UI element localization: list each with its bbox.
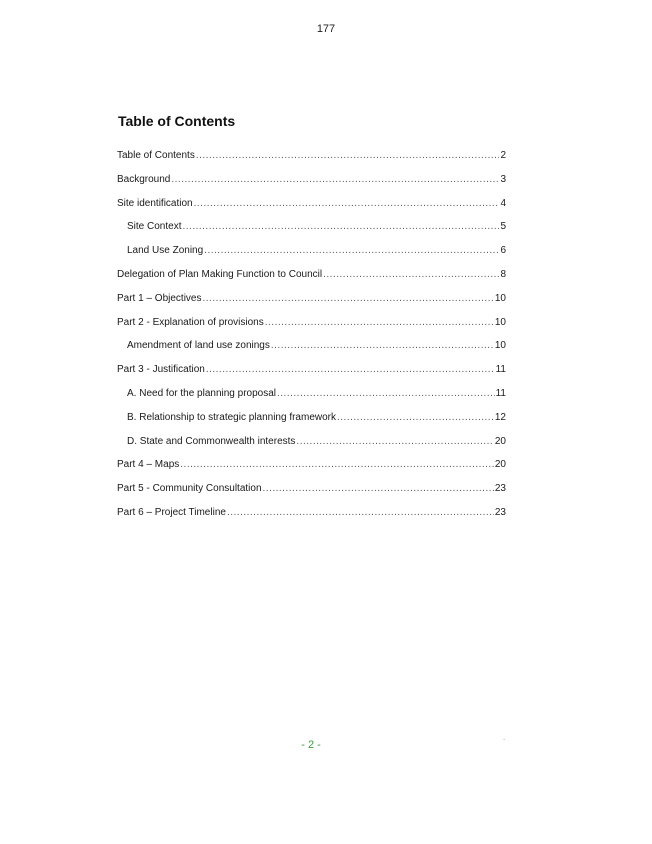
toc-entry-title: Delegation of Plan Making Function to Council xyxy=(117,268,323,280)
toc-entry-title: Site identification xyxy=(117,197,193,209)
toc-dot-leader xyxy=(265,317,494,328)
toc-entry-page: 20 xyxy=(494,435,506,447)
toc-entry-page: 2 xyxy=(500,150,506,161)
toc-entry[interactable] xyxy=(117,388,506,412)
toc-entry[interactable] xyxy=(117,150,506,174)
toc-entry[interactable] xyxy=(117,245,506,269)
toc-entry-page: 4 xyxy=(500,197,506,209)
toc-dot-leader xyxy=(263,483,494,494)
toc-entry-page: 12 xyxy=(494,411,506,423)
toc-entry-page: 10 xyxy=(494,340,506,352)
toc-entry-title: D. State and Commonwealth interests xyxy=(127,435,296,447)
toc-dot-leader xyxy=(337,412,494,423)
toc-entry-page: 23 xyxy=(494,483,506,495)
toc-dot-leader xyxy=(196,150,500,161)
toc-entry-title: Part 1 – Objectives xyxy=(117,292,202,304)
toc-dot-leader xyxy=(204,245,499,256)
footer-page-label: - 2 - xyxy=(301,739,321,751)
toc-entry-title: Part 5 - Community Consultation xyxy=(117,483,262,495)
toc-dot-leader xyxy=(323,269,499,280)
toc-entry-title: Part 3 - Justification xyxy=(117,364,205,376)
toc-entry-page: 23 xyxy=(494,506,506,518)
toc-dot-leader xyxy=(277,388,495,399)
toc-entry[interactable] xyxy=(117,459,506,483)
toc-entry-title: A. Need for the planning proposal xyxy=(127,387,276,399)
toc-dot-leader xyxy=(180,459,494,470)
toc-entry-title: Amendment of land use zonings xyxy=(127,340,270,352)
toc-dot-leader xyxy=(194,198,500,209)
toc-entry[interactable] xyxy=(117,364,506,388)
toc-entry-title: Part 4 – Maps xyxy=(117,459,180,471)
toc-entry[interactable] xyxy=(117,340,506,364)
toc-entry[interactable] xyxy=(117,221,506,245)
footer-mark: . xyxy=(503,733,506,742)
toc-list xyxy=(117,150,506,531)
toc-entry[interactable] xyxy=(117,317,506,341)
toc-entry[interactable] xyxy=(117,198,506,222)
toc-entry-page: 8 xyxy=(500,268,506,280)
toc-entry-page: 20 xyxy=(494,459,506,471)
toc-dot-leader xyxy=(227,507,494,518)
toc-entry-title: Part 6 – Project Timeline xyxy=(117,506,226,518)
toc-entry-title: Background xyxy=(117,173,171,185)
toc-entry[interactable] xyxy=(117,483,506,507)
toc-entry-title: B. Relationship to strategic planning framework xyxy=(127,411,336,423)
toc-dot-leader xyxy=(271,340,494,351)
toc-entry-page: 10 xyxy=(494,316,506,328)
toc-entry[interactable] xyxy=(117,174,506,198)
toc-entry-title: Site Context xyxy=(127,221,182,233)
toc-dot-leader xyxy=(206,364,495,375)
toc-entry-page: 3 xyxy=(500,173,506,185)
toc-entry-page: 6 xyxy=(500,245,506,257)
toc-dot-leader xyxy=(182,221,499,232)
toc-entry[interactable] xyxy=(117,436,506,460)
toc-entry-page: 11 xyxy=(495,364,506,376)
toc-dot-leader xyxy=(296,436,493,447)
toc-entry-title: Table of Contents xyxy=(117,150,195,161)
toc-entry-title: Land Use Zoning xyxy=(127,245,204,257)
toc-entry-page: 11 xyxy=(495,387,506,399)
toc-dot-leader xyxy=(202,293,493,304)
document-page-number: 177 xyxy=(316,23,336,35)
toc-entry-page: 5 xyxy=(500,221,506,233)
toc-entry-title: Part 2 - Explanation of provisions xyxy=(117,316,264,328)
toc-entry[interactable] xyxy=(117,412,506,436)
toc-heading: Table of Contents xyxy=(118,113,236,129)
toc-dot-leader xyxy=(171,174,499,185)
toc-entry-page: 10 xyxy=(494,292,506,304)
toc-entry[interactable] xyxy=(117,293,506,317)
toc-entry[interactable] xyxy=(117,269,506,293)
toc-entry[interactable] xyxy=(117,507,506,531)
